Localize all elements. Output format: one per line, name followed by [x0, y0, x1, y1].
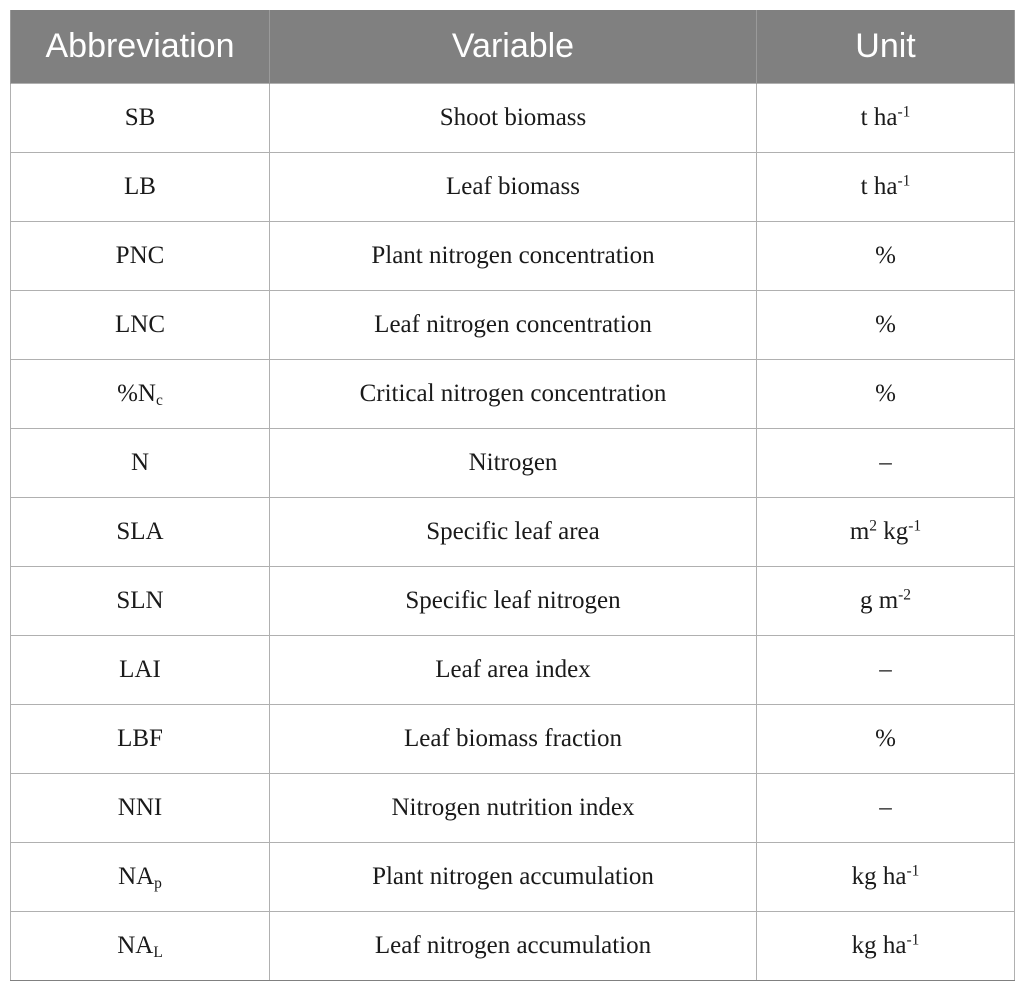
table-row: [11, 429, 1015, 498]
cell-abbreviation: [11, 912, 270, 981]
abbreviation-subscript: L: [153, 943, 163, 961]
cell-abbreviation: [11, 636, 270, 705]
cell-unit: [757, 291, 1015, 360]
cell-unit: [757, 912, 1015, 981]
cell-abbreviation: [11, 705, 270, 774]
cell-variable: Leaf biomass fraction: [270, 705, 757, 774]
header-unit: Unit: [757, 10, 1015, 84]
unit-text: –: [879, 656, 892, 683]
abbreviation-text: SB: [124, 104, 156, 131]
cell-variable: Plant nitrogen concentration: [270, 222, 757, 291]
cell-unit: [757, 360, 1015, 429]
unit-text: %: [875, 311, 896, 338]
unit-exponent: -1: [897, 103, 911, 121]
cell-unit: [757, 84, 1015, 153]
unit-text: kg: [877, 518, 909, 545]
cell-unit: [757, 498, 1015, 567]
cell-variable: Specific leaf area: [270, 498, 757, 567]
cell-abbreviation: [11, 291, 270, 360]
cell-abbreviation: [11, 567, 270, 636]
cell-unit: [757, 153, 1015, 222]
unit-text: t ha: [860, 104, 898, 131]
cell-abbreviation: [11, 429, 270, 498]
unit-text: m: [849, 518, 870, 545]
abbreviation-text: PNC: [115, 242, 165, 269]
cell-variable: Shoot biomass: [270, 84, 757, 153]
cell-variable: Plant nitrogen accumulation: [270, 843, 757, 912]
table-row: [11, 291, 1015, 360]
unit-text: %: [875, 380, 896, 407]
cell-abbreviation: [11, 498, 270, 567]
abbreviation-text: LNC: [115, 311, 165, 338]
table-body: [11, 84, 1015, 981]
abbreviation-subscript: c: [156, 391, 163, 409]
cell-unit: [757, 429, 1015, 498]
abbreviation-text: SLN: [116, 587, 164, 614]
cell-abbreviation: [11, 84, 270, 153]
header-variable: Variable: [270, 10, 757, 84]
cell-variable: Critical nitrogen concentration: [270, 360, 757, 429]
cell-unit: [757, 705, 1015, 774]
cell-abbreviation: [11, 843, 270, 912]
abbreviation-text: %N: [117, 380, 156, 407]
table-row: [11, 567, 1015, 636]
cell-unit: [757, 843, 1015, 912]
unit-exponent: -1: [906, 862, 920, 880]
cell-unit: [757, 567, 1015, 636]
unit-text: –: [879, 449, 892, 476]
unit-exponent: -1: [908, 517, 922, 535]
unit-exponent: -1: [906, 931, 920, 949]
unit-text: %: [875, 242, 896, 269]
cell-abbreviation: [11, 153, 270, 222]
abbreviation-text: NA: [118, 863, 155, 890]
unit-exponent: 2: [869, 517, 878, 535]
header-abbreviation: Abbreviation: [11, 10, 270, 84]
unit-text: –: [879, 794, 892, 821]
cell-abbreviation: [11, 222, 270, 291]
cell-variable: Leaf nitrogen concentration: [270, 291, 757, 360]
cell-variable: Leaf biomass: [270, 153, 757, 222]
table-row: [11, 843, 1015, 912]
cell-variable: Leaf nitrogen accumulation: [270, 912, 757, 981]
unit-exponent: -1: [897, 172, 911, 190]
unit-text: %: [875, 725, 896, 752]
cell-abbreviation: [11, 774, 270, 843]
table-row: [11, 360, 1015, 429]
table-row: [11, 498, 1015, 567]
cell-abbreviation: [11, 360, 270, 429]
abbreviation-text: LB: [124, 173, 156, 200]
abbreviation-table: [10, 10, 1015, 981]
table-row: [11, 705, 1015, 774]
table-row: [11, 912, 1015, 981]
cell-unit: [757, 222, 1015, 291]
unit-exponent: -2: [898, 586, 912, 604]
unit-text: kg ha: [851, 863, 907, 890]
unit-text: t ha: [860, 173, 898, 200]
abbreviation-text: NA: [117, 932, 154, 959]
unit-text: g m: [859, 587, 899, 614]
abbreviation-text: LBF: [117, 725, 163, 752]
table-row: [11, 153, 1015, 222]
abbreviation-text: LAI: [119, 656, 161, 683]
table-row: [11, 774, 1015, 843]
abbreviation-text: NNI: [117, 794, 163, 821]
table-header: [11, 10, 1015, 84]
table-row: [11, 84, 1015, 153]
unit-text: kg ha: [851, 932, 907, 959]
header-row: [11, 10, 1015, 84]
cell-variable: Nitrogen: [270, 429, 757, 498]
cell-variable: Nitrogen nutrition index: [270, 774, 757, 843]
abbreviation-text: SLA: [116, 518, 164, 545]
table-row: [11, 636, 1015, 705]
cell-unit: [757, 774, 1015, 843]
abbreviation-text: N: [130, 449, 150, 476]
cell-variable: Leaf area index: [270, 636, 757, 705]
cell-unit: [757, 636, 1015, 705]
cell-variable: Specific leaf nitrogen: [270, 567, 757, 636]
table-row: [11, 222, 1015, 291]
abbreviation-subscript: p: [154, 874, 162, 892]
abbreviation-table-container: [10, 10, 1014, 981]
